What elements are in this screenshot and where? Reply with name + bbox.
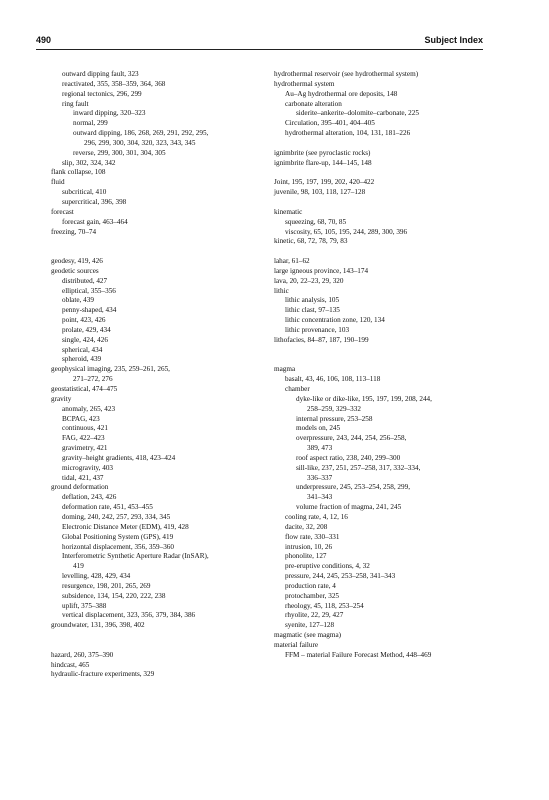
index-subentry: cooling rate, 4, 12, 16: [285, 512, 348, 521]
index-subentry: ring fault: [62, 99, 89, 108]
index-column-left: [51, 70, 263, 680]
index-subentry: 336–337: [307, 473, 333, 482]
index-subentry: volume fraction of magma, 241, 245: [296, 503, 402, 512]
index-subentry: reverse, 299, 300, 301, 304, 305: [73, 148, 166, 157]
index-gap: [274, 168, 486, 178]
index-subentry: spheroid, 439: [62, 355, 102, 364]
index-subentry: forecast gain, 463–464: [62, 217, 128, 226]
index-entry: large igneous province, 143–174: [274, 266, 369, 275]
index-subentry: carbonate alteration: [285, 99, 342, 108]
index-subentry: point, 423, 426: [62, 316, 106, 325]
index-subentry: protochamber, 325: [285, 591, 340, 600]
index-subentry: elliptical, 355–356: [62, 286, 116, 295]
index-subentry: dyke-like or dike-like, 195, 197, 199, 208, 244,: [296, 394, 432, 403]
index-gap: [274, 346, 486, 356]
index-gap: [51, 631, 263, 641]
index-subentry: lithic clast, 97–135: [285, 306, 340, 315]
index-subentry: gravity–height gradients, 418, 423–424: [62, 453, 176, 462]
index-subentry: hydrothermal alteration, 104, 131, 181–226: [285, 129, 411, 138]
index-subentry: spherical, 434: [62, 345, 103, 354]
index-subentry: resurgence, 198, 201, 265, 269: [62, 581, 151, 590]
index-subentry: deformation rate, 451, 453–455: [62, 503, 153, 512]
index-subentry: tidal, 421, 437: [62, 473, 104, 482]
index-subentry: regional tectonics, 296, 299: [62, 89, 142, 98]
index-subentry: normal, 299: [73, 119, 108, 128]
index-entry: hindcast, 465: [51, 660, 90, 669]
index-subentry: viscosity, 65, 105, 195, 244, 289, 300, 396: [285, 227, 408, 236]
index-subentry: subcritical, 410: [62, 188, 107, 197]
index-subentry: 389, 473: [307, 444, 333, 453]
index-subentry: 271–272, 276: [73, 375, 113, 384]
index-subentry: outward dipping fault, 323: [62, 70, 139, 78]
index-subentry: prolate, 429, 434: [62, 325, 111, 334]
index-entry: hydrothermal reservoir (see hydrothermal system): [274, 70, 419, 78]
index-subentry: BCPAG, 423: [62, 414, 100, 423]
index-subentry: flow rate, 330–331: [285, 532, 340, 541]
index-subentry: lithic concentration zone, 120, 134: [285, 316, 385, 325]
index-entry: flank collapse, 108: [51, 168, 106, 177]
index-subentry: uplift, 375–388: [62, 601, 107, 610]
index-subentry: outward dipping, 186, 268, 269, 291, 292, 295,: [73, 129, 209, 138]
index-entry: juvenile, 98, 103, 118, 127–128: [274, 188, 366, 197]
header-rule: [36, 49, 483, 50]
index-subentry: overpressure, 243, 244, 254, 256–258,: [296, 434, 407, 443]
index-gap: [51, 237, 263, 247]
index-entry: ignimbrite (see pyroclastic rocks): [274, 148, 371, 157]
index-entry: lahar, 61–62: [274, 257, 310, 266]
index-subentry: continuous, 421: [62, 424, 108, 433]
index-entry: forecast: [51, 207, 74, 216]
index-subentry: single, 424, 426: [62, 335, 108, 344]
index-entry: magma: [274, 365, 296, 374]
index-entry: ground deformation: [51, 483, 109, 492]
index-entry: gravity: [51, 394, 72, 403]
index-subentry: underpressure, 245, 253–254, 258, 299,: [296, 483, 410, 492]
index-entry: geodesy, 419, 426: [51, 257, 103, 266]
index-entry: ignimbrite flare-up, 144–145, 148: [274, 158, 372, 167]
index-subentry: chamber: [285, 385, 310, 393]
index-gap: [274, 355, 486, 365]
index-subentry: gravimetry, 421: [62, 444, 108, 453]
index-subentry: Circulation, 395–401, 404–405: [285, 119, 375, 128]
index-subentry: Au–Ag hydrothermal ore deposits, 148: [285, 89, 398, 98]
index-entry: groundwater, 131, 396, 398, 402: [51, 621, 145, 630]
index-entry: lava, 20, 22–23, 29, 320: [274, 276, 344, 285]
index-subentry: FFM – material Failure Forecast Method, 448–469: [285, 650, 432, 659]
index-subentry: internal pressure, 253–258: [296, 414, 373, 423]
index-gap: [274, 139, 486, 149]
index-subentry: dacite, 32, 208: [285, 522, 328, 531]
index-entry: lithofacies, 84–87, 187, 190–199: [274, 335, 369, 344]
index-subentry: Electronic Distance Meter (EDM), 419, 428: [62, 522, 189, 531]
index-entry: geodetic sources: [51, 266, 99, 275]
index-subentry: roof aspect ratio, 238, 240, 299–300: [296, 453, 401, 462]
index-entry: kinetic, 68, 72, 78, 79, 83: [274, 237, 348, 246]
index-subentry: squeezing, 68, 70, 85: [285, 217, 347, 226]
index-entry: Joint, 195, 197, 199, 202, 420–422: [274, 178, 375, 187]
index-subentry: syenite, 127–128: [285, 621, 335, 630]
index-subentry: siderite–ankerite–dolomite–carbonate, 225: [296, 109, 419, 118]
index-subentry: basalt, 43, 46, 106, 108, 113–118: [285, 375, 381, 384]
index-subentry: horizontal displacement, 356, 359–360: [62, 542, 174, 551]
index-gap: [51, 641, 263, 651]
index-subentry: anomaly, 265, 423: [62, 404, 116, 413]
index-subentry: levelling, 428, 429, 434: [62, 572, 131, 581]
index-subentry: FAG, 422–423: [62, 434, 105, 443]
index-subentry: doming, 240, 242, 257, 293, 334, 345: [62, 512, 171, 521]
index-entry: fluid: [51, 178, 65, 187]
index-column-right: [274, 70, 486, 661]
index-subentry: 419: [73, 562, 84, 571]
index-entry: lithic: [274, 286, 289, 295]
index-gap: [51, 247, 263, 257]
running-title: Subject Index: [424, 35, 483, 45]
index-subentry: slip, 302, 324, 342: [62, 158, 116, 167]
index-subentry: phonolite, 127: [285, 552, 327, 561]
index-subentry: distributed, 427: [62, 276, 108, 285]
index-subentry: intrusion, 10, 26: [285, 542, 333, 551]
index-subentry: pressure, 244, 245, 253–258, 341–343: [285, 572, 396, 581]
index-entry: geostatistical, 474–475: [51, 385, 118, 393]
index-subentry: 258–259, 329–332: [307, 404, 361, 413]
index-subentry: lithic analysis, 105: [285, 296, 340, 305]
index-subentry: supercritical, 396, 398: [62, 197, 127, 206]
index-entry: kinematic: [274, 207, 303, 216]
index-subentry: rheology, 45, 118, 253–254: [285, 601, 364, 610]
index-subentry: inward dipping, 320–323: [73, 109, 146, 118]
index-subentry: oblate, 439: [62, 296, 94, 305]
index-subentry: microgravity, 403: [62, 463, 114, 472]
index-entry: freezing, 70–74: [51, 227, 97, 236]
index-subentry: Interferometric Synthetic Aperture Radar (InSAR),: [62, 552, 209, 561]
index-entry: magmatic (see magma): [274, 631, 342, 640]
index-subentry: production rate, 4: [285, 581, 336, 590]
index-subentry: rhyolite, 22, 29, 427: [285, 611, 344, 620]
index-subentry: pre-eruptive conditions, 4, 32: [285, 562, 370, 571]
index-gap: [274, 198, 486, 208]
index-subentry: sill-like, 237, 251, 257–258, 317, 332–334,: [296, 463, 421, 472]
index-entry: hydrothermal system: [274, 79, 335, 88]
index-subentry: subsidence, 134, 154, 220, 222, 238: [62, 591, 166, 600]
index-subentry: vertical displacement, 323, 356, 379, 384, 386: [62, 611, 196, 620]
index-subentry: reactivated, 355, 358–359, 364, 368: [62, 79, 166, 88]
index-subentry: penny-shaped, 434: [62, 306, 117, 315]
index-subentry: lithic provenance, 103: [285, 325, 350, 334]
index-entry: material failure: [274, 640, 319, 649]
index-subentry: 341–343: [307, 493, 333, 502]
index-subentry: Global Positioning System (GPS), 419: [62, 532, 174, 541]
index-subentry: 296, 299, 300, 304, 320, 323, 343, 345: [84, 138, 196, 147]
index-entry: geophysical imaging, 235, 259–261, 265,: [51, 365, 170, 374]
index-subentry: deflation, 243, 426: [62, 493, 117, 502]
index-entry: hydraulic-fracture experiments, 329: [51, 670, 155, 679]
page-number: 490: [36, 35, 52, 45]
index-subentry: models on, 245: [296, 424, 341, 433]
index-gap: [274, 247, 486, 257]
index-entry: hazard, 260, 375–390: [51, 650, 114, 659]
